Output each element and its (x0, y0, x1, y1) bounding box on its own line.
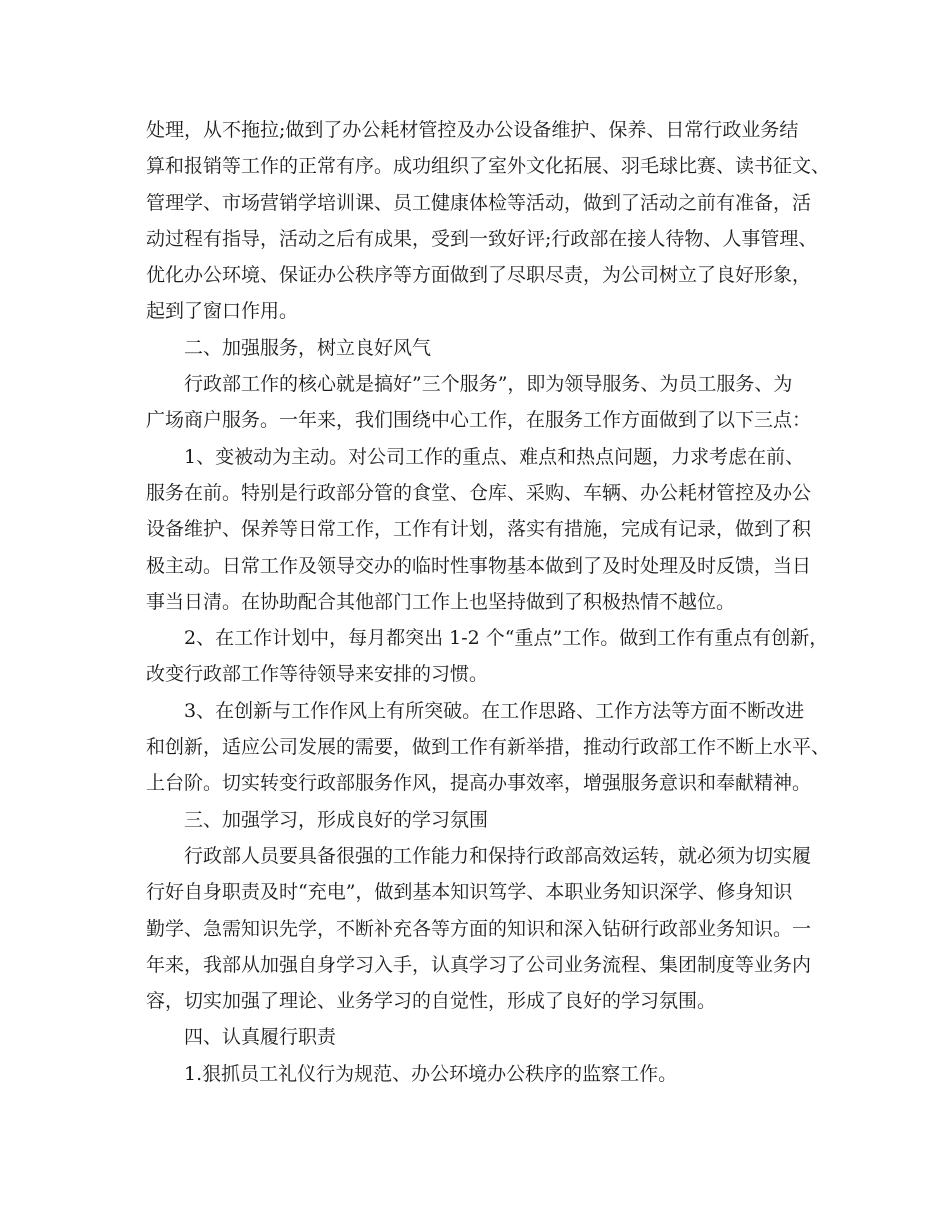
text-line: 优化办公环境、保证办公秩序等方面做到了尽职尽责，为公司树立了良好形象， (146, 264, 812, 287)
list-item-start: 1.狠抓员工礼仪行为规范、办公环境办公秩序的监察工作。 (184, 1062, 678, 1085)
text-line: 年来，我部从加强自身学习入手，认真学习了公司业务流程、集团制度等业务内 (146, 953, 812, 976)
text-line: 改变行政部工作等待领导来安排的习惯。 (146, 663, 489, 686)
paragraph-start: 行政部人员要具备很强的工作能力和保持行政部高效运转，就必须为切实履 (184, 844, 812, 867)
list-item-start: 1、变被动为主动。对公司工作的重点、难点和热点问题，力求考虑在前、 (184, 445, 805, 468)
text-line: 起到了窗口作用。 (146, 300, 299, 323)
paragraph-start: 行政部工作的核心就是搞好”三个服务”，即为领导服务、为员工服务、为 (184, 373, 793, 396)
text-line: 和创新，适应公司发展的需要，做到工作有新举措，推动行政部工作不断上水平、 (146, 736, 831, 759)
text-line: 广场商户服务。一年来，我们围绕中心工作，在服务工作方面做到了以下三点： (146, 409, 812, 432)
list-item-start: 2、在工作计划中，每月都突出 1-2 个“重点”工作。做到工作有重点有创新， (184, 627, 829, 650)
text-line: 上台阶。切实转变行政部服务作风，提高办事效率，增强服务意识和奉献精神。 (146, 772, 812, 795)
text-line: 管理学、市场营销学培训课、员工健康体检等活动，做到了活动之前有准备，活 (146, 191, 812, 214)
section-heading: 三、加强学习，形成良好的学习氛围 (184, 808, 489, 831)
list-item-start: 3、在创新与工作作风上有所突破。在工作思路、工作方法等方面不断改进 (184, 699, 805, 722)
text-line: 服务在前。特别是行政部分管的食堂、仓库、采购、车辆、办公耗材管控及办公 (146, 481, 812, 504)
text-line: 动过程有指导，活动之后有成果，受到一致好评;行政部在接人待物、人事管理、 (146, 227, 818, 250)
text-line: 极主动。日常工作及领导交办的临时性事物基本做到了及时处理及时反馈，当日 (146, 554, 812, 577)
section-heading: 四、认真履行职责 (184, 1026, 337, 1049)
text-line: 算和报销等工作的正常有序。成功组织了室外文化拓展、羽毛球比赛、读书征文、 (146, 155, 831, 178)
document-body (146, 112, 831, 1092)
text-line: 事当日清。在协助配合其他部门工作上也坚持做到了积极热情不越位。 (146, 590, 736, 613)
text-line: 设备维护、保养等日常工作，工作有计划，落实有措施，完成有记录，做到了积 (146, 518, 812, 541)
text-line: 勤学、急需知识先学，不断补充各等方面的知识和深入钻研行政部业务知识。一 (146, 917, 812, 940)
text-line: 处理，从不拖拉;做到了办公耗材管控及办公设备维护、保养、日常行政业务结 (146, 119, 799, 141)
text-line: 行好自身职责及时“充电”，做到基本知识笃学、本职业务知识深学、修身知识 (146, 881, 793, 904)
section-heading: 二、加强服务，树立良好风气 (184, 336, 432, 359)
text-line: 容，切实加强了理论、业务学习的自觉性，形成了良好的学习氛围。 (146, 990, 717, 1013)
